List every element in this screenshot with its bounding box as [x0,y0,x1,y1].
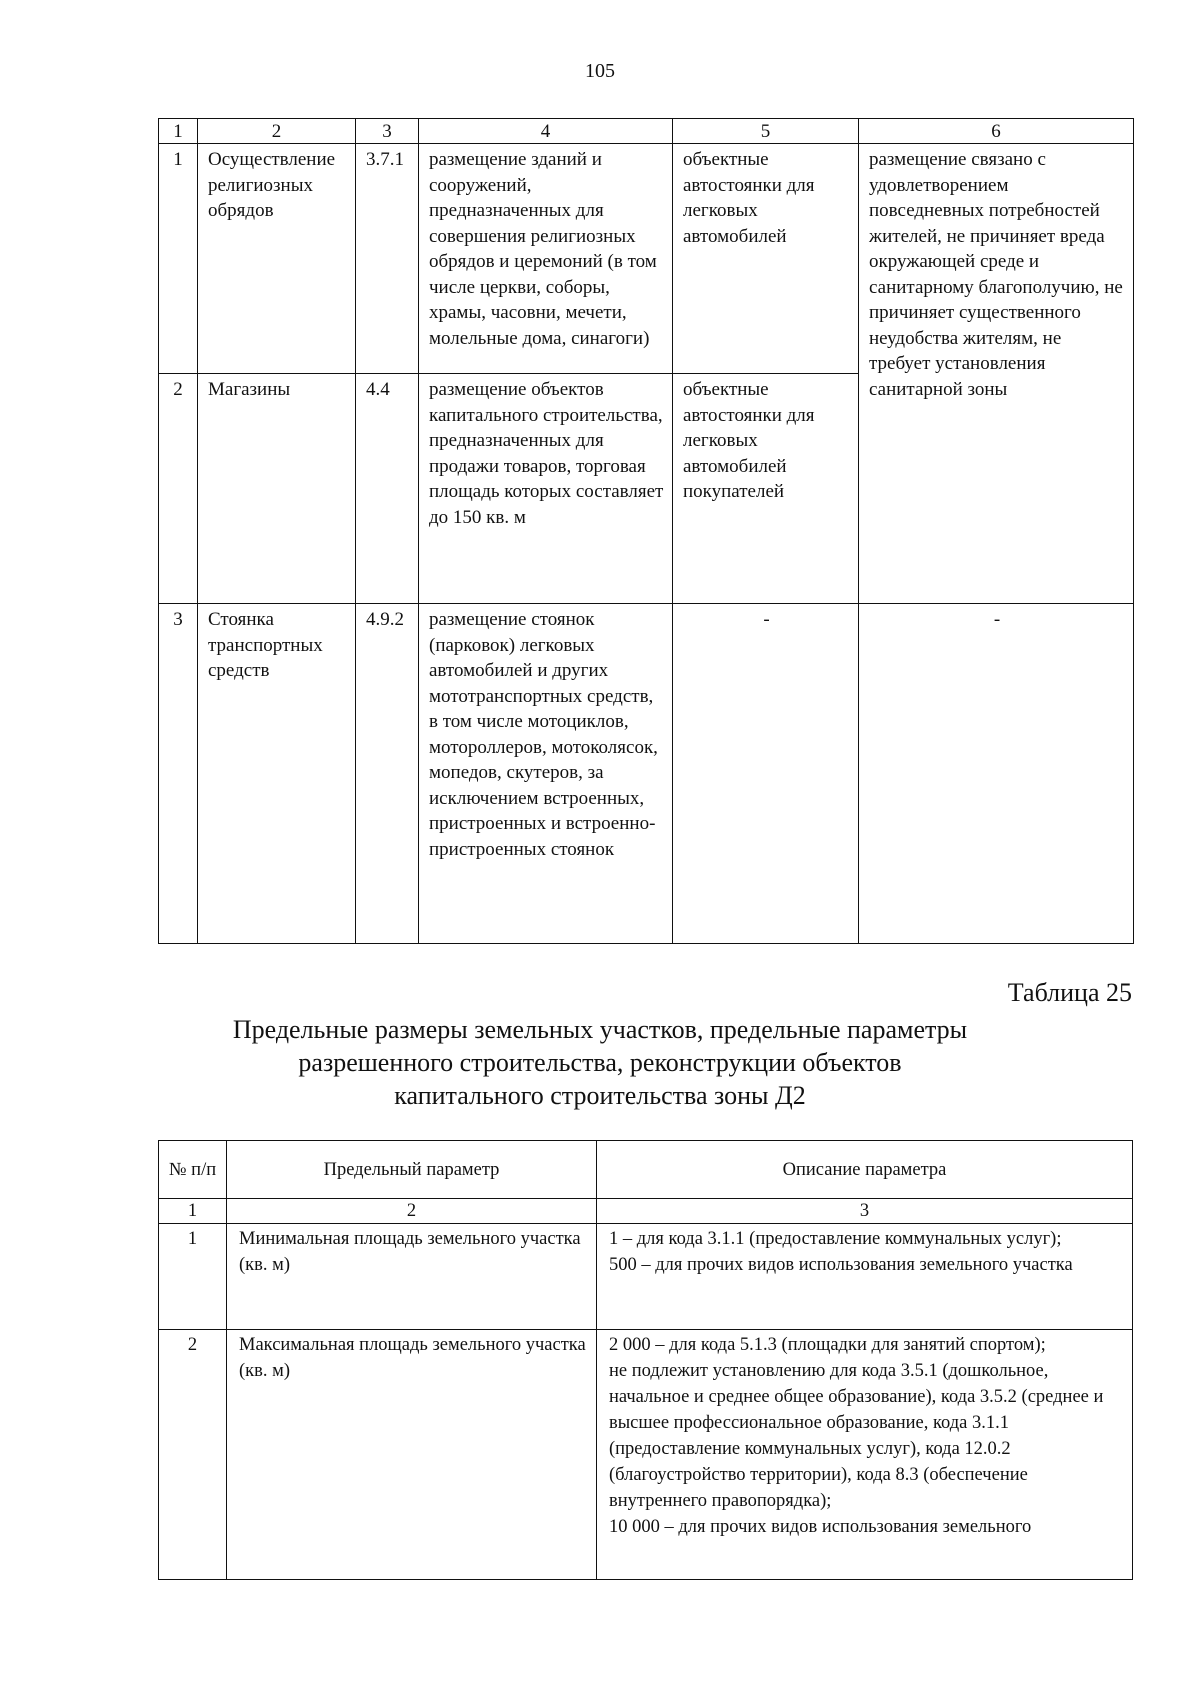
use-name: Стоянка транспортных средств [198,604,356,944]
use-code: 4.4 [356,374,419,604]
title-line: разрешенного строительства, реконструкции объектов [298,1048,902,1077]
parking-requirement: объектные автостоянки для легковых автомобилей [673,144,859,374]
table-row [159,144,1134,374]
parameter-description [597,1330,1133,1580]
use-name: Магазины [198,374,356,604]
table-header-row [159,119,1134,144]
use-description: размещение стоянок (парковок) легковых автомобилей и других мототранспортных средств, в том числе мотоциклов, мотороллеров, мотоколясок, мопедов, скутеров, за исключением встроенных, пристроенных и встроенно-пристроенных стоянок [419,604,673,944]
permitted-uses-table [158,118,1134,944]
placement-conditions: - [859,604,1134,944]
parameters-table [158,1140,1133,1580]
column-number: 2 [198,119,356,144]
column-numbers-row [159,1199,1133,1224]
use-code: 3.7.1 [356,144,419,374]
header-description: Описание параметра [597,1141,1133,1199]
use-description: размещение объектов капитального строительства, предназначенных для продажи товаров, торговая площадь которых составляет до 150 кв. м [419,374,673,604]
parking-requirement: - [673,604,859,944]
column-number: 3 [597,1199,1133,1224]
placement-conditions: размещение связано с удовлетворением повседневных потребностей жителей, не причиняет вреда окружающей среде и санитарному благополучию, не причиняет существенного неудобства жителям, не требует установления санитарной зоны [859,144,1134,604]
description-paragraph: 500 – для прочих видов использования земельного участка [609,1255,1073,1275]
use-name: Осуществление религиозных обрядов [198,144,356,374]
use-description: размещение зданий и сооружений, предназначенных для совершения религиозных обрядов и церемоний (в том числе церкви, соборы, храмы, часовни, мечети, молельные дома, синагоги) [419,144,673,374]
column-number: 4 [419,119,673,144]
row-number: 2 [159,374,198,604]
title-line: капитального строительства зоны Д2 [394,1081,806,1110]
table-title [0,1013,1200,1112]
parameter-description [597,1224,1133,1330]
parameter-name: Максимальная площадь земельного участка (кв. м) [227,1330,597,1580]
column-number: 3 [356,119,419,144]
description-paragraph: 10 000 – для прочих видов использования земельного [609,1517,1032,1537]
description-paragraph: 1 – для кода 3.1.1 (предоставление коммунальных услуг); [609,1229,1062,1249]
header-number: № п/п [159,1141,227,1199]
table-caption-number: Таблица 25 [1007,978,1132,1007]
table-row [159,1224,1133,1330]
column-number: 6 [859,119,1134,144]
page-number: 105 [585,60,615,82]
row-number: 2 [159,1330,227,1580]
table-header-row [159,1141,1133,1199]
row-number: 1 [159,1224,227,1330]
table-row [159,604,1134,944]
parking-requirement: объектные автостоянки для легковых автомобилей покупателей [673,374,859,604]
table-row [159,1330,1133,1580]
description-paragraph: не подлежит установлению для кода 3.5.1 (дошкольное, начальное и среднее общее образование), кода 3.5.2 (среднее и высшее профессиональное образование, кода 3.1.1 (предоставление коммунальных услуг), кода 12.0.2 (благоустройство территории), кода 8.3 (обеспечение внутреннего правопорядка); [609,1361,1104,1511]
parameter-name: Минимальная площадь земельного участка (кв. м) [227,1224,597,1330]
title-line: Предельные размеры земельных участков, предельные параметры [232,1015,968,1044]
column-number: 2 [227,1199,597,1224]
column-number: 1 [159,1199,227,1224]
row-number: 3 [159,604,198,944]
column-number: 5 [673,119,859,144]
column-number: 1 [159,119,198,144]
description-paragraph: 2 000 – для кода 5.1.3 (площадки для занятий спортом); [609,1335,1046,1355]
header-parameter: Предельный параметр [227,1141,597,1199]
row-number: 1 [159,144,198,374]
use-code: 4.9.2 [356,604,419,944]
